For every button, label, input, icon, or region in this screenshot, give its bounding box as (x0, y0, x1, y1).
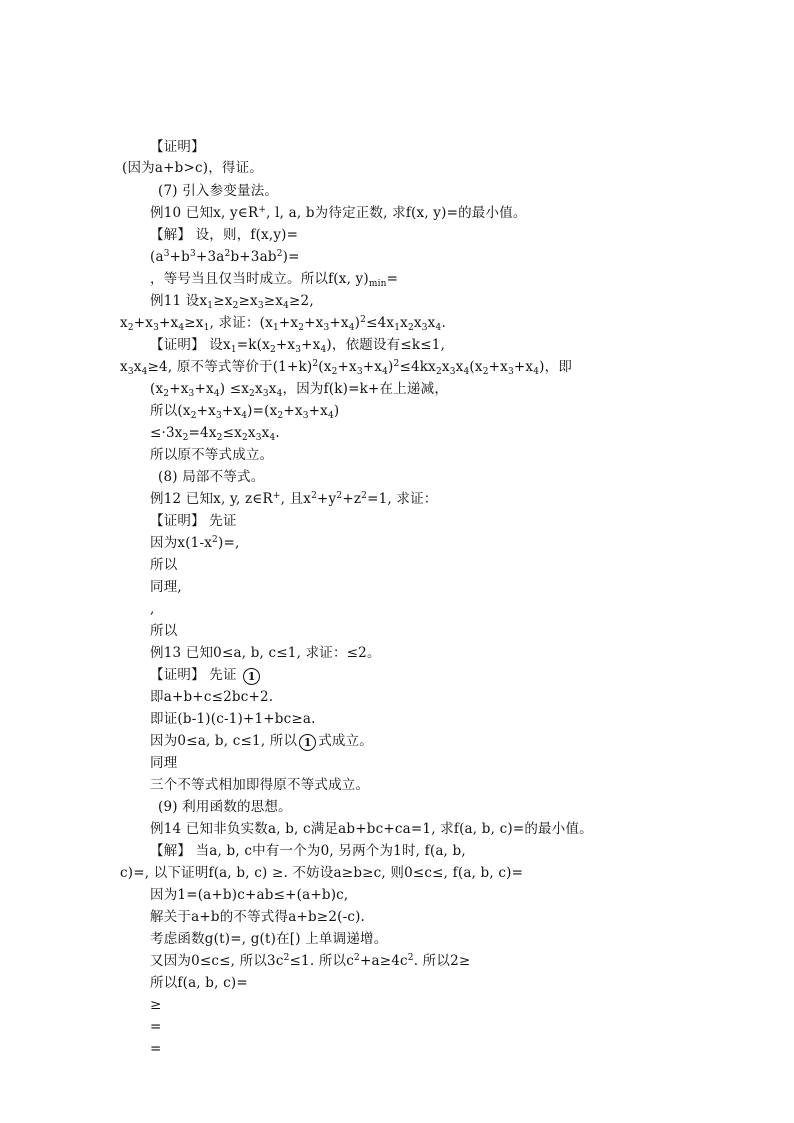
superscript: 2 (276, 249, 283, 259)
text-line (150, 820, 593, 838)
text-run: )=, (217, 535, 240, 551)
text-run: ≤x (222, 425, 242, 441)
subscript: 4 (463, 367, 470, 377)
text-run: x (455, 359, 464, 375)
text-line (150, 776, 369, 794)
text-run: 所以f(a, b, c)= (150, 975, 248, 991)
subscript: 4 (213, 389, 220, 399)
subscript: 3 (262, 389, 269, 399)
text-run: 式成立。 (318, 733, 374, 749)
text-run: ≤4x (366, 315, 395, 331)
text-run: 解关于a+b的不等式得a+b≥2(-c). (150, 909, 366, 925)
subscript: 3 (302, 411, 309, 421)
text-run: = (386, 271, 399, 287)
text-run: 例13 已知0≤a, b, c≤1, 求证：≤2。 (150, 645, 381, 661)
subscript: 4 (269, 433, 276, 443)
text-line (120, 358, 572, 376)
text-line (150, 930, 387, 948)
text-run: 例11 设x (150, 293, 208, 309)
text-run: +a≥4c (359, 953, 408, 969)
text-line (150, 380, 448, 398)
text-run: +x (194, 381, 214, 397)
text-run: . (275, 425, 280, 441)
text-line (150, 556, 177, 574)
text-run: +x (133, 315, 154, 331)
text-run: +x (329, 315, 349, 331)
text-line (150, 490, 437, 508)
text-run: 【证明】 先证 (150, 513, 237, 529)
subscript: 3 (215, 411, 222, 421)
text-run: =k(x (236, 337, 270, 353)
subscript: 4 (533, 367, 540, 377)
text-run: +3a (195, 249, 225, 265)
text-run: 三个不等式相加即得原不等式成立。 (150, 777, 370, 793)
text-run: x (120, 359, 128, 375)
text-run: 所以(x (150, 403, 191, 419)
text-run: +x (301, 337, 321, 353)
text-line (150, 974, 248, 992)
subscript: 3 (507, 367, 514, 377)
text-run: ) (354, 315, 361, 331)
text-run: +z (342, 491, 362, 507)
text-run: 因为1=(a+b)c+ab≤+(a+b)c, (150, 887, 349, 903)
text-run: 同理 (150, 755, 178, 771)
subscript: 1 (230, 345, 237, 355)
text-run: +b (169, 249, 191, 265)
text-line (120, 864, 523, 882)
subscript: 2 (407, 323, 414, 333)
text-run: 所以 (150, 623, 178, 639)
text-run: +y (317, 491, 337, 507)
text-line (150, 138, 205, 156)
text-line (150, 622, 177, 640)
subscript: 3 (356, 367, 363, 377)
text-run: x (254, 381, 263, 397)
text-run: +x (362, 359, 383, 375)
subscript: 3 (127, 367, 134, 377)
text-line (150, 644, 381, 662)
text-line (150, 996, 162, 1014)
text-run: =1, 求证： (367, 491, 438, 507)
text-run: (x (469, 359, 483, 375)
superscript: 3 (163, 249, 170, 259)
text-run: 例14 已知非负实数a, b, c满足ab+bc+ca=1, 求f(a, b, c)=的最小值。 (150, 821, 593, 837)
text-run: x (120, 315, 128, 331)
text-line (150, 534, 239, 552)
subscript: 2 (163, 389, 170, 399)
text-line (150, 842, 466, 860)
text-run: )，即 (539, 359, 573, 375)
text-line (150, 248, 300, 266)
text-run: (x (318, 359, 332, 375)
text-run: = (150, 1041, 162, 1057)
text-line (150, 908, 365, 926)
subscript: 4 (435, 323, 442, 333)
text-run: )=(x (247, 403, 278, 419)
superscript: 3 (190, 249, 196, 259)
subscript: 2 (269, 345, 276, 355)
circled-number: 1 (299, 734, 316, 751)
subscript: 2 (241, 433, 248, 443)
superscript: + (258, 205, 267, 215)
text-line (158, 468, 264, 486)
text-run: 所以原不等式成立。 (150, 447, 274, 463)
text-run: +x (337, 359, 357, 375)
subscript: 2 (435, 367, 442, 377)
superscript: 2 (354, 953, 360, 963)
subscript: 2 (127, 323, 134, 333)
text-run: ≤1. 所以c (289, 953, 354, 969)
text-run: 例10 已知x, y∈R (150, 205, 259, 221)
subscript: 3 (153, 323, 160, 333)
text-run: (9) 利用函数的思想。 (158, 799, 292, 815)
text-run: ≥x (213, 293, 233, 309)
text-run: 因为x(1-x (150, 535, 213, 551)
text-run: 【解】 当a, b, c中有一个为0, 另两个为1时, f(a, b, (150, 843, 466, 859)
subscript: 2 (232, 301, 239, 311)
superscript: 2 (283, 953, 290, 963)
subscript: 1 (394, 323, 401, 333)
text-run: , l, a, b为待定正数, 求f(x, y)=的最小值。 (266, 205, 527, 221)
text-run: ，因为f(k)=k+在上递减， (282, 381, 449, 397)
text-run: +x (283, 403, 303, 419)
subscript: 3 (421, 323, 428, 333)
text-run: (8) 局部不等式。 (158, 469, 265, 485)
text-run: x (427, 315, 436, 331)
text-line (150, 512, 237, 530)
subscript: 4 (241, 411, 248, 421)
superscript: 2 (224, 249, 231, 259)
superscript: 2 (361, 491, 368, 501)
text-run: 例12 已知x, y, z∈R (150, 491, 273, 507)
text-run: x (247, 425, 256, 441)
superscript: 2 (312, 359, 319, 369)
text-line (150, 204, 527, 222)
text-run: +x (278, 315, 299, 331)
text-line (150, 292, 314, 310)
subscript: 2 (182, 433, 189, 443)
text-run: ≤4kx (399, 359, 436, 375)
text-line (150, 270, 398, 288)
text-run: +x (308, 403, 328, 419)
text-run: (a (150, 249, 164, 265)
subscript: 2 (249, 389, 255, 399)
text-line (150, 424, 280, 442)
text-run: ≥4, 原不等式等价于(1+k) (147, 359, 313, 375)
text-line (122, 159, 263, 177)
text-run: , 且x (280, 491, 312, 507)
text-run: ，等号当且仅当时成立。所以f(x, y) (150, 271, 369, 287)
text-line (150, 688, 273, 706)
text-run: . 所以2≥ (413, 953, 471, 969)
subscript: 1 (272, 323, 279, 333)
text-run: b+3ab (230, 249, 277, 265)
text-line (150, 886, 348, 904)
text-run: ≥x (263, 293, 284, 309)
subscript: 2 (298, 323, 305, 333)
text-run: =4x (188, 425, 217, 441)
text-line (150, 666, 262, 685)
text-run: +x (159, 315, 179, 331)
superscript: 2 (311, 491, 318, 501)
text-run: . (441, 315, 446, 331)
text-run: 【证明】 先证 (150, 667, 242, 683)
text-run: x (400, 315, 408, 331)
subscript: 4 (348, 323, 355, 333)
subscript: 2 (482, 367, 489, 377)
text-line (150, 710, 316, 728)
text-run: +x (513, 359, 534, 375)
text-line (120, 314, 446, 332)
subscript: 3 (255, 433, 262, 443)
text-line (158, 182, 278, 200)
text-run: +x (304, 315, 324, 331)
text-run: 【解】 设，则，f(x,y)= (150, 227, 299, 243)
superscript: 2 (360, 315, 367, 325)
subscript: 3 (323, 323, 330, 333)
subscript: 4 (276, 389, 283, 399)
text-run: 即证(b-1)(c-1)+1+bc≥a. (150, 711, 316, 727)
subscript: 4 (283, 301, 290, 311)
text-run: 因为0≤a, b, c≤1, 所以 (150, 733, 298, 749)
subscript: 3 (449, 367, 456, 377)
subscript: 4 (382, 367, 389, 377)
text-run: )= (282, 249, 300, 265)
subscript: 4 (178, 323, 185, 333)
text-run: 同理, (150, 579, 182, 595)
text-line (150, 1018, 162, 1036)
superscript: 2 (212, 535, 218, 545)
text-run: ≥ (150, 997, 162, 1013)
text-run: +x (221, 403, 242, 419)
text-run: ) ≤x (219, 381, 250, 397)
text-run: ≥2, (289, 293, 314, 309)
superscript: 2 (393, 359, 400, 369)
text-run: (因为a+b>c)，得证。 (122, 160, 264, 176)
text-line (150, 578, 182, 596)
text-run: (x (150, 381, 164, 397)
text-line (150, 952, 470, 970)
text-run: x (261, 425, 270, 441)
text-run: ≤·3x (150, 425, 183, 441)
text-run: , 求证：(x (209, 315, 273, 331)
text-run: +x (275, 337, 296, 353)
text-run: c)=, 以下证明f(a, b, c) ≥. 不妨设a≥b≥c, 则0≤c≤, f(a, b, c)= (120, 865, 524, 881)
text-line (158, 798, 292, 816)
text-run: )，依题设有≤k≤1, (326, 337, 446, 353)
text-run: ≥x (184, 315, 204, 331)
subscript: 1 (207, 301, 214, 311)
text-line (150, 732, 373, 751)
text-run: ≥x (238, 293, 258, 309)
subscript: 3 (257, 301, 264, 311)
text-run: 【证明】 设x (150, 337, 231, 353)
text-run: +x (169, 381, 189, 397)
text-run: +x (488, 359, 508, 375)
text-line (150, 226, 298, 244)
text-run: , (150, 601, 155, 617)
text-line (150, 754, 177, 772)
subscript: 4 (141, 367, 148, 377)
text-run: 【证明】 (150, 139, 205, 155)
subscript: 4 (320, 345, 327, 355)
text-run: 所以 (150, 557, 178, 573)
subscript: 2 (190, 411, 197, 421)
text-run: +x (196, 403, 216, 419)
text-run: x (268, 381, 277, 397)
text-run: 又因为0≤c≤, 所以3c (150, 953, 284, 969)
text-run: x (133, 359, 142, 375)
text-line (150, 1040, 162, 1058)
text-run: ) (333, 403, 340, 419)
text-run: x (441, 359, 450, 375)
subscript: min (368, 279, 387, 289)
subscript: 1 (203, 323, 210, 333)
subscript: 3 (188, 389, 195, 399)
text-line (150, 336, 445, 354)
text-run: 考虑函数g(t)=, g(t)在[) 上单调递增。 (150, 931, 388, 947)
subscript: 2 (331, 367, 338, 377)
text-line (150, 600, 155, 618)
text-line (150, 402, 339, 420)
subscript: 2 (216, 433, 223, 443)
superscript: 2 (336, 491, 343, 501)
text-run: x (413, 315, 422, 331)
subscript: 3 (295, 345, 302, 355)
text-run: (7) 引入参变量法。 (158, 183, 279, 199)
superscript: + (272, 491, 281, 501)
text-line (150, 446, 273, 464)
text-run: = (150, 1019, 162, 1035)
subscript: 4 (327, 411, 334, 421)
text-run: 即a+b+c≤2bc+2. (150, 689, 274, 705)
circled-number: 1 (243, 668, 260, 685)
subscript: 2 (277, 411, 284, 421)
superscript: 2 (407, 953, 414, 963)
text-run: ) (388, 359, 394, 375)
